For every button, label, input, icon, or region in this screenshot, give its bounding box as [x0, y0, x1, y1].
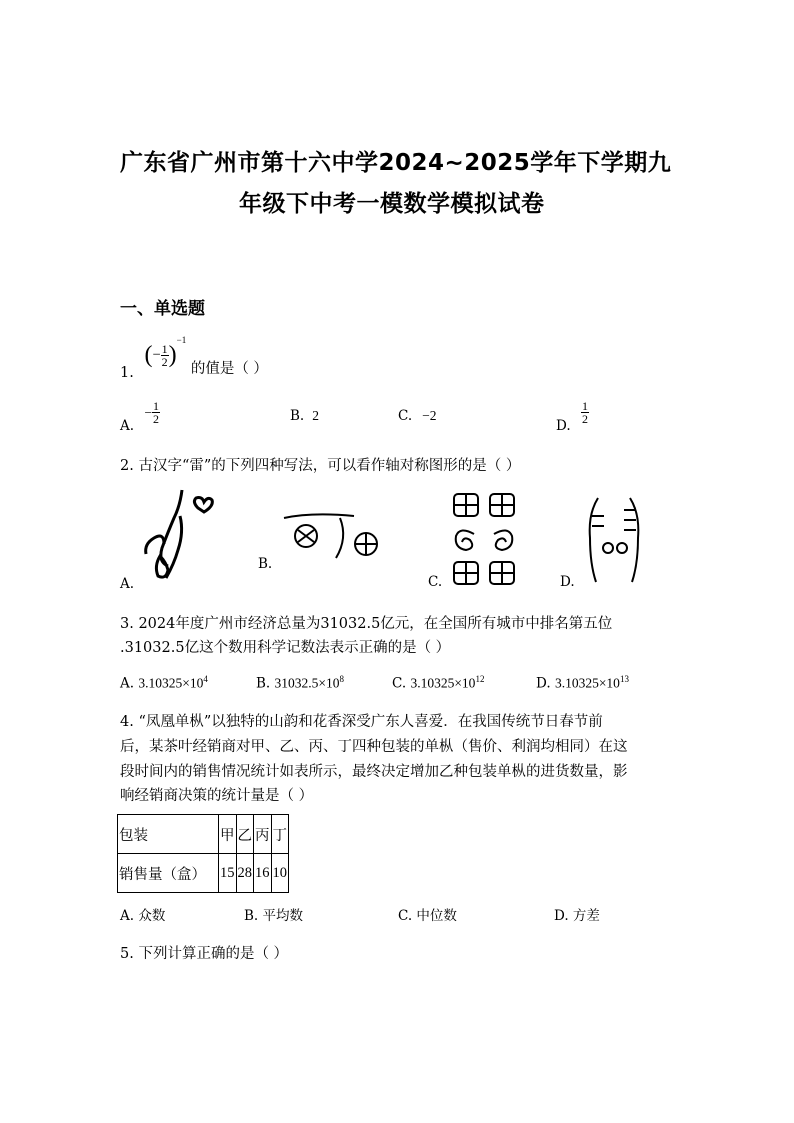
section-heading: 一、单选题 — [120, 299, 205, 319]
option-b[interactable]: B. 平均数 — [244, 908, 304, 924]
document-title-line1: 广东省广州市第十六中学2024~2025学年下学期九 — [120, 150, 672, 176]
table-cell: 15 — [219, 854, 237, 893]
question-4-line4: 响经销商决策的统计量是（ ） — [120, 788, 314, 804]
glyph-lei-a — [140, 488, 220, 584]
question-3-line2: .31032.5亿这个数用科学记数法表示正确的是（ ） — [120, 640, 451, 656]
question-3-line1: 3. 2024年度广州市经济总量为31032.5亿元，在全国所有城市中排名第五位 — [120, 616, 613, 632]
document-title-line2: 年级下中考一模数学模拟试卷 — [239, 191, 545, 217]
question-text: 的值是（ ） — [190, 360, 268, 377]
option-b[interactable]: B. $31032.5\times 10^8$ — [256, 674, 345, 692]
option-c[interactable]: C. −2 — [398, 408, 437, 424]
option-b[interactable]: B. 2 — [290, 408, 319, 424]
table-row — [118, 854, 289, 893]
option-c[interactable]: C. $3.10325\times 10^{12}$ — [392, 674, 485, 692]
option-d[interactable]: D. — [560, 574, 575, 590]
table-header-cell: 甲 — [219, 815, 237, 854]
question-4-line1: 4. “凤凰单枞”以独特的山韵和花香深受广东人喜爱．在我国传统节日春节前 — [120, 714, 603, 730]
option-c[interactable]: C. 中位数 — [398, 908, 457, 924]
option-a[interactable]: A. 众数 — [120, 908, 166, 924]
option-c[interactable]: C. — [428, 574, 443, 590]
table-cell: 16 — [254, 854, 272, 893]
table-header-cell: 丙 — [254, 815, 272, 854]
question-1 — [120, 335, 268, 381]
option-a[interactable]: A. — [120, 576, 135, 592]
table-cell: 28 — [236, 854, 254, 893]
option-a[interactable]: A. $3.10325\times 10^4$ — [120, 674, 208, 692]
question-2: 2. 古汉字“雷”的下列四种写法，可以看作轴对称图形的是（ ） — [120, 458, 521, 474]
glyph-lei-c — [450, 492, 522, 588]
question-4-line3: 段时间内的销售情况统计如表所示，最终决定增加乙种包装单枞的进货数量，影 — [120, 764, 628, 780]
table-row — [118, 815, 289, 854]
option-d[interactable]: D. $3.10325\times 10^{13}$ — [536, 674, 629, 692]
option-d[interactable]: D. 方差 — [554, 908, 600, 924]
table-header-cell: 乙 — [236, 815, 254, 854]
question-number: 1. — [120, 364, 134, 381]
question-5: 5. 下列计算正确的是（ ） — [120, 946, 289, 962]
math-expression: (− $\frac{1}{2}$ )$^{-1}$ — [144, 335, 187, 369]
table-header-cell: 丁 — [271, 815, 289, 854]
option-d[interactable]: D. $\frac{1}{2}$ — [556, 399, 588, 434]
table-cell: 销售量（盒） — [118, 854, 219, 893]
glyph-lei-d — [584, 494, 644, 586]
option-b[interactable]: B. — [258, 556, 273, 572]
table-cell: 10 — [271, 854, 289, 893]
sales-table — [117, 814, 289, 893]
option-a[interactable]: A. − $\frac{1}{2}$ — [120, 399, 159, 434]
table-header-cell: 包装 — [118, 815, 219, 854]
glyph-lei-b — [282, 508, 394, 564]
question-4-line2: 后，某茶叶经销商对甲、乙、丙、丁四种包装的单枞（售价、利润均相同）在这 — [120, 739, 628, 755]
